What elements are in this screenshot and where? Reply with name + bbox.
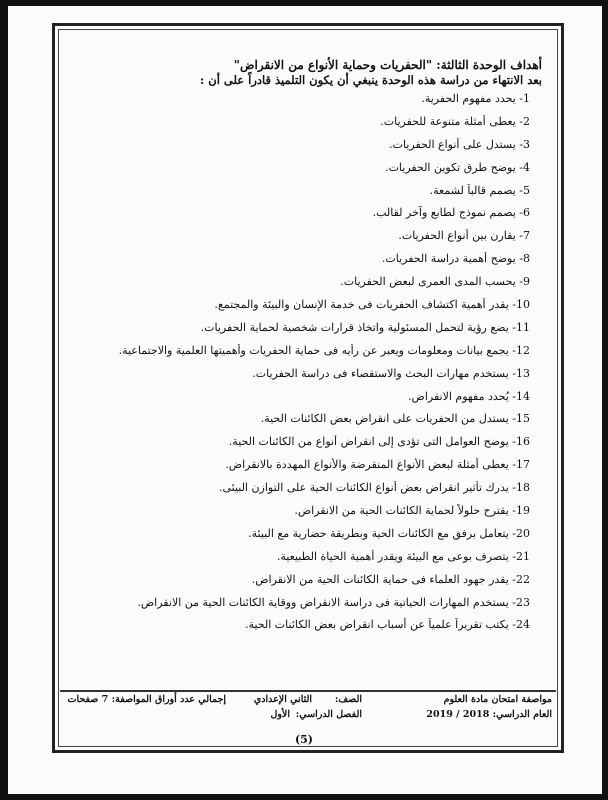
objectives-section [72, 58, 542, 641]
objective-item: 9- يحسب المدى العمرى لبعض الحفريات. [340, 275, 530, 289]
objective-item: 24- يكتب تقريراً علمياً عن أسباب انقراض بعض الكائنات الحية. [245, 618, 530, 632]
objective-item: 8- يوضح أهمية دراسة الحفريات. [381, 252, 530, 266]
objective-item: 16- يوضح العوامل التى تؤدى إلى انقراض أنواع من الكائنات الحية. [228, 435, 530, 449]
objective-item: 10- يقدر أهمية اكتشاف الحفريات فى خدمة الإنسان والبيئة والمجتمع. [214, 298, 530, 312]
objective-item: 4- يوضح طرق تكوين الحفريات. [385, 160, 530, 174]
objective-item: 13- يستخدم مهارات البحث والاستقصاء فى دراسة الحفريات. [252, 366, 530, 380]
objective-item: 2- يعطى أمثلة متنوعة للحفريات. [380, 114, 530, 128]
footer-row-2 [60, 707, 556, 722]
objective-item: 11- يضع رؤية لتحمل المسئولية واتخاذ قرارات شخصية لحماية الحفريات. [200, 320, 530, 334]
footer-year: العام الدراسي: 2018 / 2019 [426, 709, 552, 720]
objective-item: 5- يصمم قالباً لشمعة. [429, 183, 530, 197]
objective-item: 19- يقترح حلولاً لحماية الكائنات الحية من الانقراض. [294, 504, 530, 518]
footer-spec-title: مواصفة امتحان مادة العلوم [443, 694, 552, 705]
unit-title: أهداف الوحدة الثالثة: "الحفريات وحماية الأنواع من الانقراض" [233, 58, 542, 72]
objective-item: 21- يتصرف بوعى مع البيئة ويقدر أهمية الحياة الطبيعية. [276, 549, 530, 563]
objective-item: 12- يجمع بيانات ومعلومات ويعبر عن رأيه فى حماية الحفريات وأهميتها العلمية والاجتماعية. [118, 343, 530, 357]
unit-intro: بعد الانتهاء من دراسة هذه الوحدة ينبغي أن يكون التلميذ قادراً على أن : [200, 73, 542, 87]
objective-item: 15- يستدل من الحفريات على انقراض بعض الكائنات الحية. [260, 412, 530, 426]
objective-item: 17- يعطى أمثلة لبعض الأنواع المنقرضة والأنواع المهددة بالانقراض. [225, 458, 530, 472]
objective-item: 18- يدرك تأثير انقراض بعض أنواع الكائنات الحية على التوازن البيئى. [218, 481, 530, 495]
page-number: (5) [294, 733, 314, 746]
objective-item: 3- يستدل على أنواع الحفريات. [389, 137, 530, 151]
objective-item: 6- يصمم نموذج لطابع وآخر لقالب. [372, 206, 530, 220]
objective-item: 23- يستخدم المهارات الحياتية فى دراسة الانقراض ووقاية الكائنات الحية من الانقراض. [137, 595, 530, 609]
objective-item: 14- يُحدد مفهوم الانقراض. [408, 389, 530, 403]
footer-grade-label: الصف: [334, 694, 362, 705]
footer-row-1 [60, 692, 556, 707]
objectives-list [72, 92, 542, 641]
footer-term [232, 707, 362, 722]
objective-item: 1- يحدد مفهوم الحفرية. [421, 92, 530, 105]
footer-pages-total: إجمالي عدد أوراق المواصفة: 7 صفحات [67, 694, 226, 705]
footer-grade [232, 692, 362, 707]
footer-grade-value: الثاني الإعدادي [253, 694, 312, 705]
objective-item: 7- يقارن بين أنواع الحفريات. [398, 229, 530, 243]
objective-item: 20- يتعامل برفق مع الكائنات الحية وبطريقة حضارية مع البيئة. [248, 526, 530, 540]
footer-term-value: الأول [270, 709, 290, 720]
footer-empty-cell [60, 707, 232, 722]
objective-item: 22- يقدر جهود العلماء فى حماية الكائنات الحية من الانقراض. [251, 572, 530, 586]
footer-term-label: الفصل الدراسي: [295, 709, 362, 720]
page-footer [60, 690, 556, 722]
